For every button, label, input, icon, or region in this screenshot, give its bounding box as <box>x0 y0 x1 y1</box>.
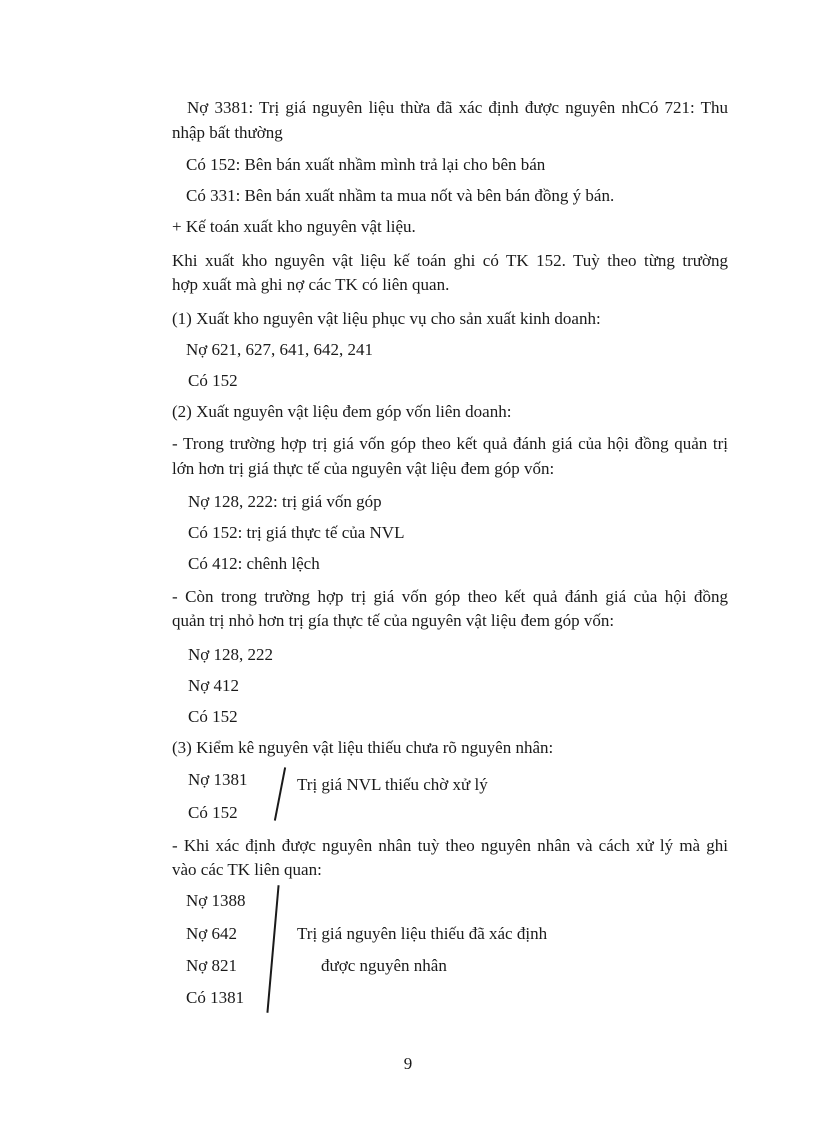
text-line: Trị giá nguyên liệu thiếu đã xác định <box>297 924 548 943</box>
text-line: Nợ 3381: Trị giá nguyên liệu thừa đã xác định được nguyên nhCó 721: Thu <box>187 98 728 117</box>
bracket-divider <box>274 767 286 820</box>
bracket-divider <box>266 885 279 1013</box>
text-line: Nợ 412 <box>188 676 240 695</box>
text-line: (3) Kiểm kê nguyên vật liệu thiếu chưa rõ nguyên nhân: <box>172 738 554 757</box>
text-line: Có 152 <box>188 707 238 726</box>
text-line: Nợ 642 <box>186 924 238 943</box>
text-line: Nợ 1388 <box>186 891 246 910</box>
text-line: Khi xuất kho nguyên vật liệu kế toán ghi có TK 152. Tuỳ theo từng trường <box>172 251 728 270</box>
page-number: 9 <box>403 1054 413 1073</box>
text-line: lớn hơn trị giá thực tế của nguyên vật liệu đem góp vốn: <box>172 459 555 478</box>
text-line: Có 152 <box>188 371 238 390</box>
text-line: (2) Xuất nguyên vật liệu đem góp vốn liên doanh: <box>172 402 512 421</box>
text-line: Trị giá NVL thiếu chờ xử lý <box>297 775 488 794</box>
text-line: + Kế toán xuất kho nguyên vật liệu. <box>172 217 416 236</box>
text-line: Có 152 <box>188 803 238 822</box>
text-line: Nợ 128, 222 <box>188 645 274 664</box>
text-line: quản trị nhỏ hơn trị gía thực tế của nguyên vật liệu đem góp vốn: <box>172 611 615 630</box>
text-line: Nợ 821 <box>186 956 238 975</box>
text-line: Nợ 621, 627, 641, 642, 241 <box>186 340 374 359</box>
text-line: Có 152: trị giá thực tế của NVL <box>188 523 405 542</box>
text-line: (1) Xuất kho nguyên vật liệu phục vụ cho sản xuất kinh doanh: <box>172 309 601 328</box>
text-line: - Trong trường hợp trị giá vốn góp theo kết quả đánh giá của hội đồng quản trị <box>172 434 728 453</box>
text-line: Có 412: chênh lệch <box>188 554 320 573</box>
text-line: vào các TK liên quan: <box>172 860 322 879</box>
text-line: Nợ 128, 222: trị giá vốn góp <box>188 492 382 511</box>
text-line: hợp xuất mà ghi nợ các TK có liên quan. <box>172 275 450 294</box>
text-line: Có 152: Bên bán xuất nhầm mình trả lại cho bên bán <box>186 155 546 174</box>
text-line: nhập bất thường <box>172 123 283 142</box>
text-line: Nợ 1381 <box>188 770 248 789</box>
text-line: Có 1381 <box>186 988 245 1007</box>
text-line: được nguyên nhân <box>321 956 447 975</box>
text-line: - Khi xác định được nguyên nhân tuỳ theo nguyên nhân và cách xử lý mà ghi <box>172 836 728 855</box>
text-line: - Còn trong trường hợp trị giá vốn góp theo kết quả đánh giá của hội đồng <box>172 587 728 606</box>
text-line: Có 331: Bên bán xuất nhầm ta mua nốt và bên bán đồng ý bán. <box>186 186 615 205</box>
